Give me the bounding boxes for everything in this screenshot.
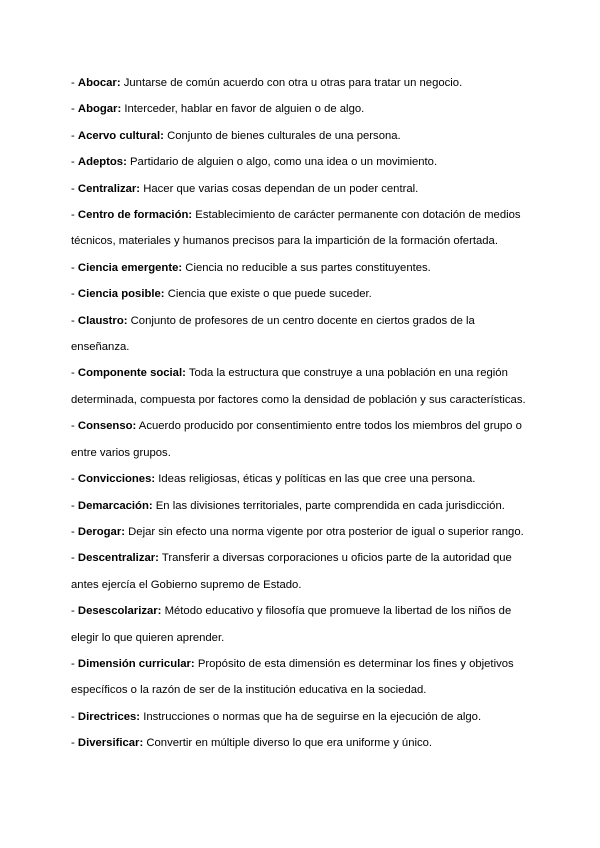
- glossary-definition: Interceder, hablar en favor de alguien o de algo.: [124, 103, 365, 116]
- glossary-term: Adeptos:: [77, 156, 127, 169]
- glossary-term: Directrices:: [77, 710, 141, 723]
- glossary-definition: Dejar sin efecto una norma vigente por otra posterior de igual o superior rango.: [128, 525, 524, 538]
- glossary-entry-abocar: - Abocar: Juntarse de común acuerdo con otra u otras para tratar un negocio.: [71, 77, 463, 89]
- glossary-term: Demarcación:: [77, 499, 153, 512]
- glossary-entry-centralizar: - Centralizar: Hacer que varias cosas dependan de un poder central.: [71, 182, 419, 195]
- glossary-term: Abocar:: [77, 77, 121, 89]
- glossary-entry-ciencia-posible: - Ciencia posible: Ciencia que existe o que puede suceder.: [71, 288, 372, 301]
- glossary-term: Derogar:: [77, 525, 125, 538]
- glossary-entry-adeptos: - Adeptos: Partidario de alguien o algo, como una idea o un movimiento.: [71, 156, 438, 169]
- glossary-definition: Ciencia que existe o que puede suceder.: [167, 288, 372, 301]
- glossary-definition: Partidario de alguien o algo, como una idea o un movimiento.: [130, 156, 438, 169]
- glossary-entry-componente-social: - Componente social: Toda la estructura que construye a una población en una región determinada, compuesta por factores como la densidad de población y sus características.: [71, 367, 526, 406]
- glossary-term: Descentralizar:: [77, 552, 159, 565]
- glossary-term: Centralizar:: [77, 182, 141, 195]
- glossary-definition: Método educativo y filosofía que promueve la libertad de los niños de elegir lo que quieren aprender.: [71, 605, 512, 644]
- glossary-definition: Establecimiento de carácter permanente con dotación de medios técnicos, materiales y humanos precisos para la impartición de la formación ofertada.: [71, 209, 521, 248]
- glossary-entry-claustro: - Claustro: Conjunto de profesores de un centro docente en ciertos grados de la enseñanza.: [71, 314, 475, 354]
- glossary-definition: Toda la estructura que construye a una población en una región determinada, compuesta por factores como la densidad de población y sus características.: [71, 367, 526, 406]
- glossary-entry-convicciones: - Convicciones: Ideas religiosas, éticas y políticas en las que cree una persona.: [71, 473, 476, 486]
- glossary-term: Diversificar:: [77, 737, 144, 750]
- glossary-term: Abogar:: [77, 103, 122, 116]
- glossary-entry-centro-de-formacion: - Centro de formación: Establecimiento de carácter permanente con dotación de medios técnicos, materiales y humanos precisos para la impartición de la formación ofertada.: [71, 209, 521, 248]
- glossary-entry-dimension-curricular: - Dimensión curricular: Propósito de esta dimensión es determinar los fines y objetivos específicos o la razón de ser de la institución educativa en la sociedad.: [71, 657, 514, 697]
- glossary-definition: Conjunto de bienes culturales de una persona.: [167, 129, 401, 142]
- glossary-entry-derogar: - Derogar: Dejar sin efecto una norma vigente por otra posterior de igual o superior rango.: [71, 525, 524, 538]
- glossary-definition: Propósito de esta dimensión es determinar los fines y objetivos específicos o la razón de ser de la institución educativa en la sociedad.: [71, 657, 514, 697]
- glossary-entry-diversificar: - Diversificar: Convertir en múltiple diverso lo que era uniforme y único.: [71, 737, 433, 750]
- glossary-definition: Convertir en múltiple diverso lo que era uniforme y único.: [146, 737, 433, 750]
- glossary-definition: Hacer que varias cosas dependan de un poder central.: [143, 182, 419, 195]
- glossary-entry-directrices: - Directrices: Instrucciones o normas que ha de seguirse en la ejecución de algo.: [71, 710, 482, 723]
- glossary-term: Consenso:: [77, 420, 137, 433]
- glossary-term: Centro de formación:: [77, 209, 193, 222]
- glossary-definition: En las divisiones territoriales, parte comprendida en cada jurisdicción.: [155, 499, 505, 512]
- glossary-entry-desescolarizar: - Desescolarizar: Método educativo y filosofía que promueve la libertad de los niños de elegir lo que quieren aprender.: [71, 605, 512, 644]
- glossary-term: Acervo cultural:: [77, 129, 164, 142]
- glossary-definition: Juntarse de común acuerdo con otra u otras para tratar un negocio.: [123, 77, 463, 89]
- glossary-entry-abogar: - Abogar: Interceder, hablar en favor de alguien o de algo.: [71, 103, 365, 116]
- glossary-term: Claustro:: [77, 314, 128, 327]
- glossary-entry-demarcacion: - Demarcación: En las divisiones territoriales, parte comprendida en cada jurisdicción.: [71, 499, 505, 512]
- glossary-entry-descentralizar: - Descentralizar: Transferir a diversas corporaciones u oficios parte de la autoridad que antes ejercía el Gobierno supremo de Estado.: [71, 552, 512, 591]
- glossary-term: Convicciones:: [77, 473, 156, 486]
- glossary-definition: Conjunto de profesores de un centro docente en ciertos grados de la enseñanza.: [71, 314, 475, 354]
- glossary-entry-acervo-cultural: - Acervo cultural: Conjunto de bienes culturales de una persona.: [71, 129, 401, 142]
- glossary-entry-ciencia-emergente: - Ciencia emergente: Ciencia no reducible a sus partes constituyentes.: [71, 261, 431, 274]
- glossary-term: Dimensión curricular:: [77, 657, 195, 670]
- glossary-term: Componente social:: [77, 367, 186, 380]
- glossary-definition: Instrucciones o normas que ha de seguirse en la ejecución de algo.: [143, 710, 482, 723]
- glossary-term: Ciencia posible:: [77, 288, 165, 301]
- glossary-definition: Transferir a diversas corporaciones u oficios parte de la autoridad que antes ejercía el Gobierno supremo de Estado.: [71, 552, 512, 591]
- glossary-entry-consenso: - Consenso: Acuerdo producido por consentimiento entre todos los miembros del grupo o entre varios grupos.: [71, 420, 522, 459]
- glossary-definition: Ideas religiosas, éticas y políticas en las que cree una persona.: [158, 473, 476, 486]
- glossary-definition: Ciencia no reducible a sus partes constituyentes.: [185, 261, 431, 274]
- glossary-term: Ciencia emergente:: [77, 261, 183, 274]
- glossary-definition: Acuerdo producido por consentimiento entre todos los miembros del grupo o entre varios grupos.: [71, 420, 522, 459]
- glossary-term: Desescolarizar:: [77, 605, 162, 618]
- glossary-list: [71, 70, 530, 757]
